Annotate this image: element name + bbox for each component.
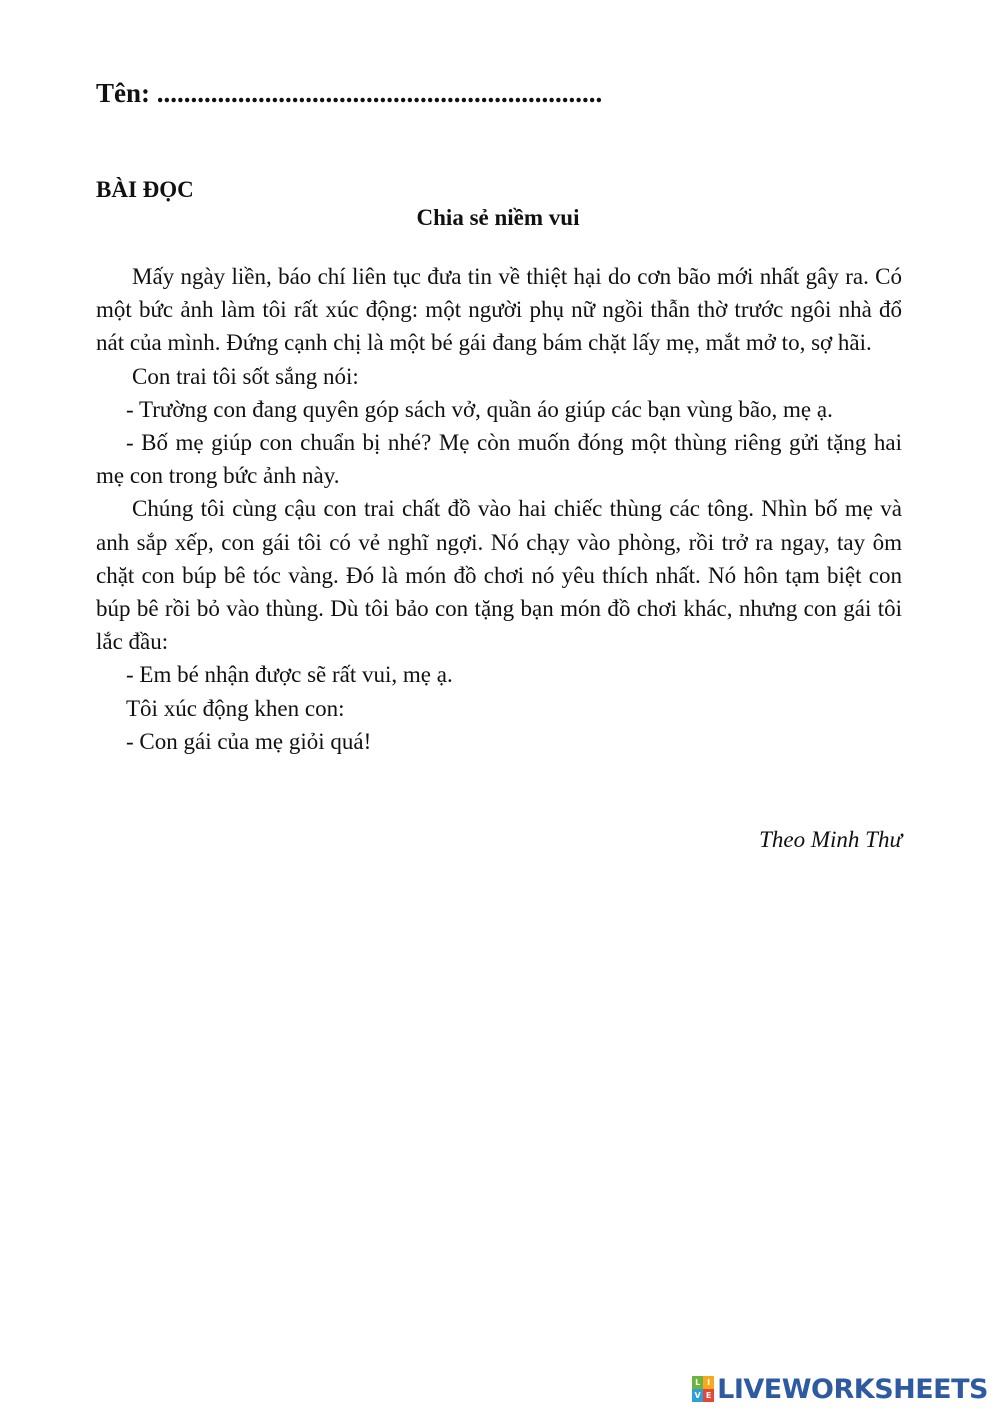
logo-letter: E: [703, 1389, 714, 1402]
reading-passage: [96, 260, 902, 758]
paragraph-praise: Tôi xúc động khen con:: [126, 695, 345, 721]
dialogue-line: - Trường con đang quyên góp sách vở, quần áo giúp các bạn vùng bão, mẹ ạ.: [126, 396, 833, 422]
paragraph-packing: Chúng tôi cùng cậu con trai chất đồ vào hai chiếc thùng các tông. Nhìn bố mẹ và anh sắp xếp, con gái tôi có vẻ nghĩ ngợi. Nó chạy vào phòng, rồi trở ra ngay, tay ôm chặt con búp bê tóc vàng. Đó là món đồ chơi nó yêu thích nhất. Nó hôn tạm biệt con búp bê rồi bỏ vào thùng. Dù tôi bảo con tặng bạn món đồ chơi khác, nhưng con gái tôi lắc đầu:: [96, 496, 902, 655]
brand-name: LIVEWORKSHEETS: [717, 1373, 988, 1405]
paragraph-son-speaks: Con trai tôi sốt sắng nói:: [132, 363, 359, 389]
dialogue-line: - Em bé nhận được sẽ rất vui, mẹ ạ.: [126, 662, 453, 688]
author-credit: Theo Minh Thư: [759, 827, 902, 852]
dialogue-line: - Con gái của mẹ giỏi quá!: [126, 728, 372, 754]
logo-letter: I: [703, 1376, 714, 1389]
section-heading: BÀI ĐỌC: [96, 177, 194, 202]
student-name-line: Tên: ..................................................................: [96, 78, 603, 108]
paragraph-intro: Mấy ngày liền, báo chí liên tục đưa tin về thiệt hại do cơn bão mới nhất gây ra. Có một bức ảnh làm tôi rất xúc động: một người phụ nữ ngồi thẫn thờ trước ngôi nhà đổ nát của mình. Đứng cạnh chị là một bé gái đang bám chặt lấy mẹ, mắt mở to, sợ hãi.: [96, 264, 902, 356]
logo-letter: L: [692, 1376, 703, 1389]
liveworksheets-logo-icon: [692, 1376, 714, 1402]
dialogue-line: - Bố mẹ giúp con chuẩn bị nhé? Mẹ còn muốn đóng một thùng riêng gửi tặng hai mẹ con trong bức ảnh này.: [96, 430, 902, 489]
story-title: [0, 205, 1000, 231]
liveworksheets-watermark: [692, 1374, 988, 1404]
logo-letter: V: [692, 1389, 703, 1402]
story-title-text: Chia sẻ niềm vui: [416, 205, 580, 230]
